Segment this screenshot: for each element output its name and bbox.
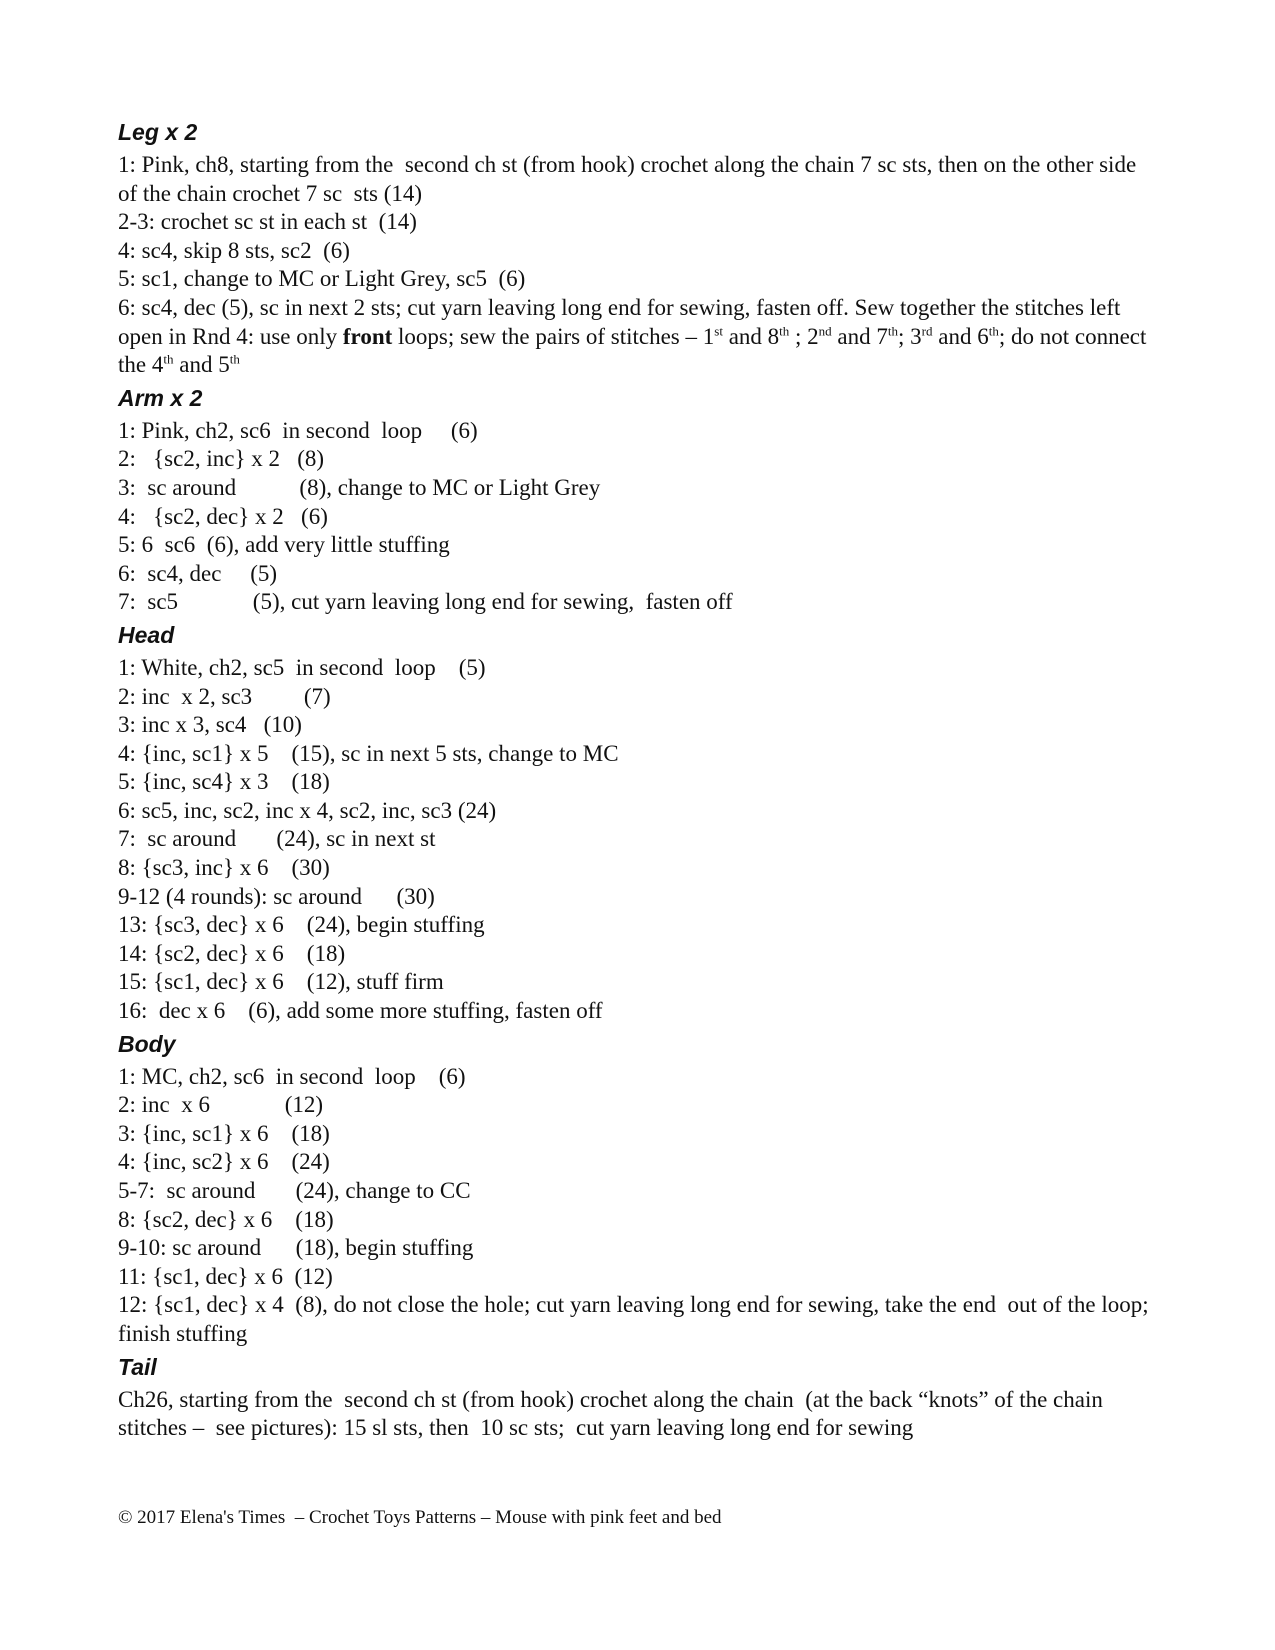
text-run: and 8 bbox=[722, 323, 780, 349]
section-heading-tail: Tail bbox=[118, 1353, 157, 1380]
round-line: 9-10: sc around (18), begin stuffing bbox=[118, 1235, 474, 1261]
round-line: 5-7: sc around (24), change to CC bbox=[118, 1178, 471, 1203]
round-line: 1: Pink, ch2, sc6 in second loop (6) bbox=[118, 417, 478, 443]
ordinal-suffix: th bbox=[163, 351, 174, 367]
text-run: loops; sew the pairs of stitches – 1 bbox=[392, 323, 715, 349]
round-line: 15: {sc1, dec} x 6 (12), stuff firm bbox=[118, 969, 444, 995]
ordinal-suffix: st bbox=[714, 322, 723, 338]
section-arm bbox=[118, 384, 1158, 617]
round-line: 13: {sc3, dec} x 6 (24), begin stuffing bbox=[118, 912, 485, 938]
section-tail bbox=[118, 1353, 1158, 1443]
text-run: ; do not connect the 4 bbox=[118, 323, 1153, 378]
round-line: 12: {sc1, dec} x 4 (8), do not close the hole; cut yarn leaving long end for sewing, take the end out of the loop; finish stuffing bbox=[118, 1292, 1155, 1346]
round-line: 2-3: crochet sc st in each st (14) bbox=[118, 209, 417, 235]
text-run: 6: sc4, dec (5), sc in next 2 sts; cut yarn leaving long end for sewing, fasten off. Sew together the stitches left open in Rnd 4: use only bbox=[118, 294, 1127, 349]
round-line: 1: Pink, ch8, starting from the second ch st (from hook) crochet along the chain 7 sc sts, then on the other side of the chain crochet 7 sc sts (14) bbox=[118, 152, 1142, 206]
round-line: 6: sc4, dec (5) bbox=[118, 560, 278, 586]
ordinal-suffix: th bbox=[887, 322, 899, 338]
ordinal-suffix: th bbox=[779, 322, 790, 338]
round-line: 5: sc1, change to MC or Light Grey, sc5 (6) bbox=[118, 266, 526, 292]
text-run: and 6 bbox=[932, 323, 989, 349]
round-line: 3: sc around (8), change to MC or Light Grey bbox=[118, 474, 601, 500]
copyright-footer: © 2017 Elena's Times – Crochet Toys Patterns – Mouse with pink feet and bed bbox=[118, 1507, 722, 1528]
ordinal-suffix: nd bbox=[818, 322, 832, 338]
text-run: ; 2 bbox=[789, 323, 819, 349]
round-line: 14: {sc2, dec} x 6 (18) bbox=[118, 940, 346, 966]
round-line: 3: {inc, sc1} x 6 (18) bbox=[118, 1120, 330, 1146]
round-line-6 bbox=[118, 294, 1158, 380]
round-line: 1: MC, ch2, sc6 in second loop (6) bbox=[118, 1063, 466, 1089]
round-line: 16: dec x 6 (6), add some more stuffing, fasten off bbox=[118, 998, 603, 1024]
round-line: 3: inc x 3, sc4 (10) bbox=[118, 712, 302, 738]
section-heading-body: Body bbox=[118, 1030, 176, 1057]
round-line: 11: {sc1, dec} x 6 (12) bbox=[118, 1263, 333, 1289]
round-line: 5: {inc, sc4} x 3 (18) bbox=[118, 769, 330, 795]
text-run: ; 3 bbox=[898, 323, 922, 349]
round-line: 4: {sc2, dec} x 2 (6) bbox=[118, 503, 328, 529]
round-line: 8: {sc2, dec} x 6 (18) bbox=[118, 1206, 334, 1232]
round-line: 4: {inc, sc1} x 5 (15), sc in next 5 sts, change to MC bbox=[118, 740, 619, 766]
ordinal-suffix: th bbox=[988, 322, 999, 338]
round-line: 9-12 (4 rounds): sc around (30) bbox=[118, 883, 435, 909]
section-head bbox=[118, 621, 1158, 1026]
section-heading-leg: Leg x 2 bbox=[118, 119, 198, 145]
round-line: 7: sc around (24), sc in next st bbox=[118, 826, 436, 852]
round-line: 2: {sc2, inc} x 2 (8) bbox=[118, 446, 325, 472]
round-line: 1: White, ch2, sc5 in second loop (5) bbox=[118, 654, 486, 680]
round-line: 4: {inc, sc2} x 6 (24) bbox=[118, 1149, 330, 1175]
round-line: 2: inc x 2, sc3 (7) bbox=[118, 683, 331, 709]
round-line: 2: inc x 6 (12) bbox=[118, 1092, 324, 1118]
section-leg bbox=[118, 118, 1158, 380]
round-line: 5: 6 sc6 (6), add very little stuffing bbox=[118, 532, 450, 558]
round-line: 4: sc4, skip 8 sts, sc2 (6) bbox=[118, 237, 350, 263]
ordinal-suffix: th bbox=[229, 351, 240, 367]
text-run: and 7 bbox=[831, 323, 888, 349]
text-run: and 5 bbox=[173, 352, 230, 378]
round-line: 8: {sc3, inc} x 6 (30) bbox=[118, 855, 330, 881]
ordinal-suffix: rd bbox=[921, 322, 933, 338]
round-line: 6: sc5, inc, sc2, inc x 4, sc2, inc, sc3 (24) bbox=[118, 797, 497, 823]
section-heading-head: Head bbox=[118, 621, 175, 648]
pattern-page bbox=[118, 118, 1158, 1443]
bold-word: front bbox=[342, 323, 393, 349]
round-line: 7: sc5 (5), cut yarn leaving long end for sewing, fasten off bbox=[118, 589, 733, 615]
section-body bbox=[118, 1030, 1158, 1349]
section-heading-arm: Arm x 2 bbox=[118, 384, 203, 411]
round-line: Ch26, starting from the second ch st (from hook) crochet along the chain (at the back “knots” of the chain stitches – see pictures): 15 sl sts, then 10 sc sts; cut yarn leaving long end for sewing bbox=[118, 1386, 1109, 1441]
